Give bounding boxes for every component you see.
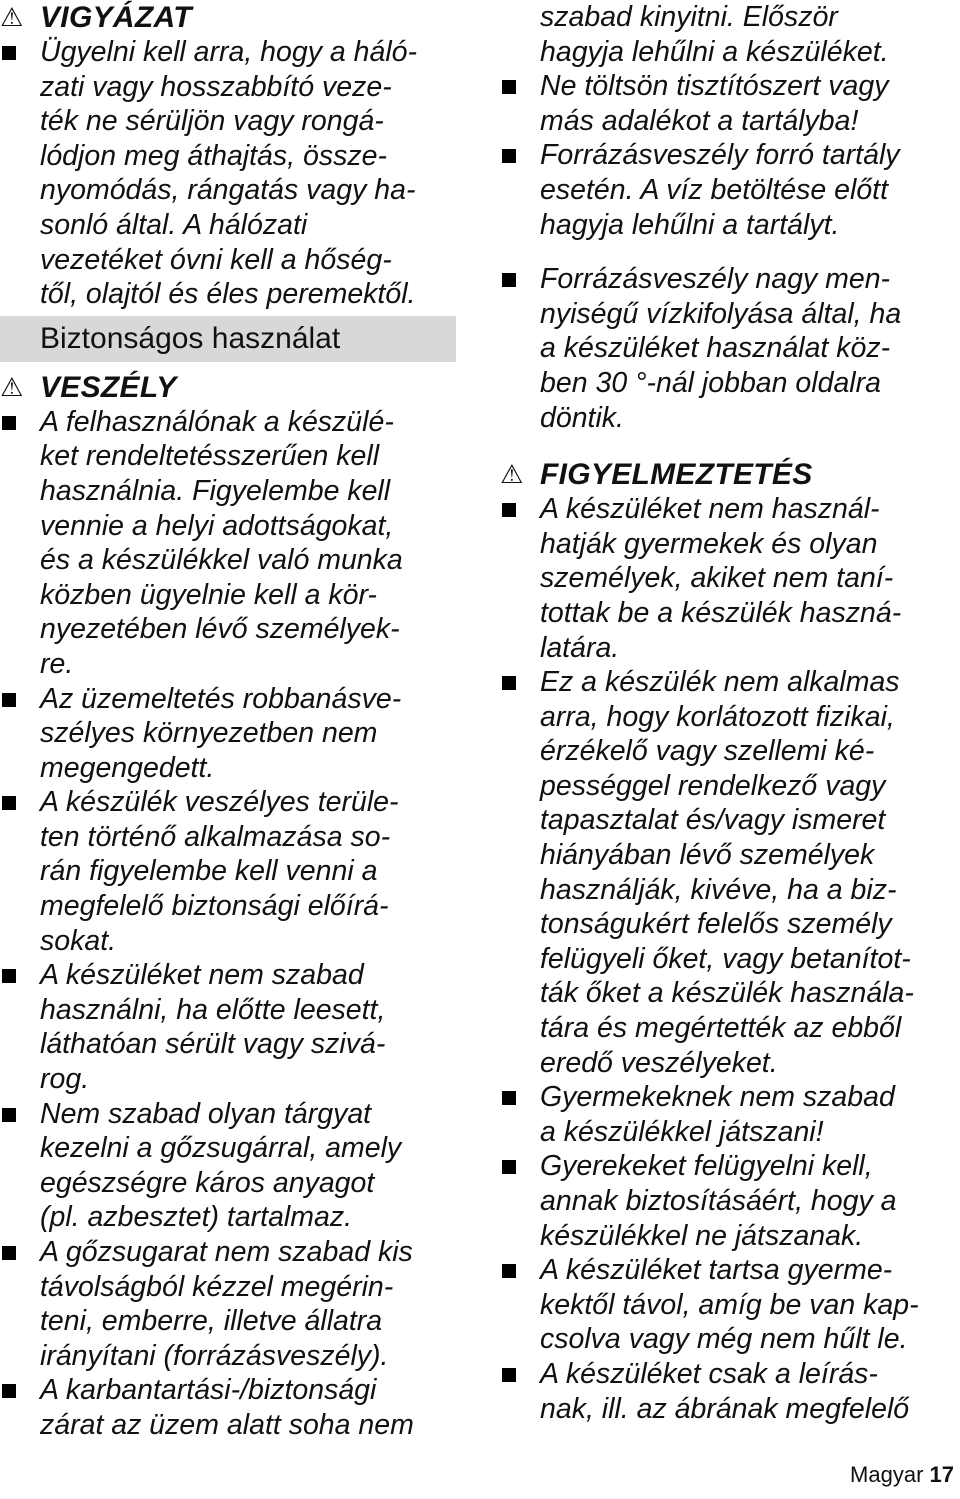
square-bullet-icon <box>500 1080 540 1149</box>
text-line: egészségre káros anyagot <box>40 1166 375 1199</box>
text-line: A felhasználónak a készülé- <box>40 405 394 438</box>
text-line: készülékkel ne játszanak. <box>540 1219 864 1252</box>
text-line: kektől távol, amíg be van kap- <box>540 1288 919 1321</box>
text-line: Forrázásveszély forró tartály <box>540 139 900 172</box>
square-bullet-icon <box>0 405 40 682</box>
square-bullet-icon <box>0 785 40 958</box>
text-line: közben ügyelnie kell a kör- <box>40 578 377 611</box>
text-line: latára. <box>540 631 620 664</box>
text-line: kezelni a gőzsugárral, amely <box>40 1132 402 1165</box>
list-item <box>500 665 960 1080</box>
text-line: arra, hogy korlátozott fizikai, <box>540 700 895 733</box>
text-line: döntik. <box>540 401 624 434</box>
square-bullet-icon <box>500 1253 540 1357</box>
text-line: távolságból kézzel megérin- <box>40 1270 394 1303</box>
list-item <box>0 958 470 1096</box>
square-bullet-icon <box>0 1097 40 1235</box>
text-line: Ne töltsön tisztítószert vagy <box>540 70 889 103</box>
text-line: ten történő alkalmazása so- <box>40 820 391 853</box>
left-column <box>0 0 470 1443</box>
warning-triangle-icon: ⚠ <box>500 459 524 490</box>
warning-heading-figyelmeztetes <box>500 457 960 492</box>
text-line: annak biztosításáért, hogy a <box>540 1185 897 1217</box>
text-line: csolva vagy még nem hűlt le. <box>540 1323 908 1356</box>
text-line: sokat. <box>40 924 117 957</box>
right-column <box>500 0 960 1426</box>
text-line: ték ne sérüljön vagy rongá- <box>40 105 384 138</box>
text-line: felügyeli őket, vagy betanítot- <box>540 942 911 975</box>
warning-title: VIGYÁZAT <box>40 1 192 34</box>
square-bullet-icon <box>500 262 540 435</box>
text-line: tonságukért felelős személy <box>540 908 892 941</box>
text-line: ták őket a készülék használa- <box>540 977 914 1010</box>
text-line: A készüléket tartsa gyerme- <box>540 1254 893 1287</box>
square-bullet-icon <box>500 138 540 242</box>
text-line: Nem szabad olyan tárgyat <box>40 1097 372 1130</box>
list-item <box>0 1373 470 1442</box>
warning1-list <box>0 35 470 312</box>
text-line: (pl. azbesztet) tartalmaz. <box>40 1201 353 1234</box>
text-line: hagyja lehűlni a készüléket. <box>540 35 889 68</box>
text-line: Az üzemeltetés robbanásve- <box>40 682 402 715</box>
text-line: Ez a készülék nem alkalmas <box>540 666 900 699</box>
list-item <box>0 682 470 786</box>
text-line: Gyermekeknek nem szabad <box>540 1081 895 1114</box>
text-line: érzékelő vagy szellemi ké- <box>540 735 875 768</box>
text-line: sonló által. A hálózati <box>40 208 308 241</box>
section-title: Biztonságos használat <box>0 316 456 362</box>
text-line: megengedett. <box>40 751 215 784</box>
text-line: Ügyelni kell arra, hogy a háló- <box>40 36 418 68</box>
list-item <box>500 492 960 665</box>
warning-heading-veszely <box>0 370 470 405</box>
text-line: a készüléket használat köz- <box>540 332 891 365</box>
list-item <box>0 405 470 682</box>
warning3-list <box>500 492 960 1426</box>
text-line: nak, ill. az ábrának megfelelő <box>540 1392 910 1425</box>
text-line: vezetéket óvni kell a hőség- <box>40 243 392 276</box>
square-bullet-icon <box>0 35 40 312</box>
text-line: tára és megértették az ebből <box>540 1012 902 1045</box>
list-item <box>500 262 960 435</box>
text-line: ben 30 °-nál jobban oldalra <box>540 366 881 399</box>
warning-title: FIGYELMEZTETÉS <box>540 458 813 492</box>
list-item <box>500 69 960 138</box>
text-line: A gőzsugarat nem szabad kis <box>40 1236 413 1268</box>
warning-triangle-icon: ⚠ <box>0 2 24 32</box>
text-line: használják, kivéve, ha a biz- <box>540 873 897 906</box>
text-line: irányítani (forrázásveszély). <box>40 1339 389 1372</box>
text-line: rán figyelembe kell venni a <box>40 855 378 888</box>
list-item <box>500 1149 960 1253</box>
list-item <box>0 785 470 958</box>
text-line: zárat az üzem alatt soha nem <box>40 1408 414 1441</box>
text-line: lódjon meg áthajtás, össze- <box>40 139 387 172</box>
text-line: láthatóan sérült vagy szivá- <box>40 1028 386 1061</box>
text-line: hatják gyermekek és olyan <box>540 527 878 560</box>
list-b <box>500 262 960 435</box>
square-bullet-icon <box>500 69 540 138</box>
list-item <box>0 1235 470 1373</box>
text-line: nyomódás, rángatás vagy ha- <box>40 174 416 207</box>
square-bullet-icon <box>500 1357 540 1426</box>
text-line: a készülékkel játszani! <box>540 1115 824 1148</box>
text-line: pességgel rendelkező vagy <box>540 769 886 802</box>
text-line: re. <box>40 647 74 680</box>
square-bullet-icon <box>500 1149 540 1253</box>
list-item <box>0 1097 470 1235</box>
square-bullet-icon <box>0 958 40 1096</box>
page-footer <box>850 1462 954 1488</box>
square-bullet-icon <box>0 1373 40 1442</box>
text-line: használni, ha előtte leesett, <box>40 993 386 1026</box>
list-a <box>500 69 960 242</box>
square-bullet-icon <box>500 492 540 665</box>
text-line: A készüléket nem használ- <box>540 493 880 526</box>
text-line: szélyes környezetben nem <box>40 717 378 750</box>
text-line: más adalékot a tartályba! <box>540 104 859 137</box>
square-bullet-icon <box>0 1235 40 1373</box>
text-line: használnia. Figyelembe kell <box>40 474 391 507</box>
continued-text <box>500 0 960 69</box>
warning-title: VESZÉLY <box>40 370 177 404</box>
text-line: A készüléket csak a leírás- <box>540 1357 878 1390</box>
text-line: nyezetében lévő személyek- <box>40 613 400 646</box>
text-line: eredő veszélyeket. <box>540 1046 778 1079</box>
text-line: hiányában lévő személyek <box>540 839 875 872</box>
text-line: Forrázásveszély nagy men- <box>540 263 891 296</box>
warning-triangle-icon: ⚠ <box>0 371 24 402</box>
text-line: tottak be a készülék haszná- <box>540 596 902 629</box>
text-line: rog. <box>40 1063 90 1096</box>
text-line: tapasztalat és/vagy ismeret <box>540 804 886 837</box>
text-line: személyek, akiket nem taní- <box>540 562 894 595</box>
text-line: vennie a helyi adottságokat, <box>40 509 394 542</box>
warning-heading-vigyazat <box>0 0 470 35</box>
square-bullet-icon <box>0 682 40 786</box>
list-item <box>500 1080 960 1149</box>
warning2-list <box>0 405 470 1443</box>
text-line: zati vagy hosszabbító veze- <box>40 70 392 103</box>
list-item <box>500 1357 960 1426</box>
text-line: és a készülékkel való munka <box>40 544 403 577</box>
text-line: szabad kinyitni. Először <box>540 1 838 33</box>
page-number: 17 <box>929 1462 954 1487</box>
text-line: hagyja lehűlni a tartályt. <box>540 208 840 241</box>
text-line: teni, emberre, illetve állatra <box>40 1305 383 1338</box>
square-bullet-icon <box>500 665 540 1080</box>
text-line: Gyerekeket felügyelni kell, <box>540 1150 873 1183</box>
text-line: A készüléket nem szabad <box>40 959 364 992</box>
text-line: ket rendeltetésszerűen kell <box>40 440 380 473</box>
list-item <box>500 1253 960 1357</box>
text-line: től, olajtól és éles peremektől. <box>40 278 416 311</box>
text-line: nyiségű vízkifolyása által, ha <box>540 297 902 330</box>
text-line: A karbantartási-/biztonsági <box>40 1374 377 1407</box>
list-item <box>0 35 470 312</box>
text-line: A készülék veszélyes terüle- <box>40 786 399 819</box>
text-line: esetén. A víz betöltése előtt <box>540 173 889 206</box>
text-line: megfelelő biztonsági előírá- <box>40 890 389 923</box>
footer-language: Magyar <box>850 1462 924 1487</box>
list-item <box>500 138 960 242</box>
